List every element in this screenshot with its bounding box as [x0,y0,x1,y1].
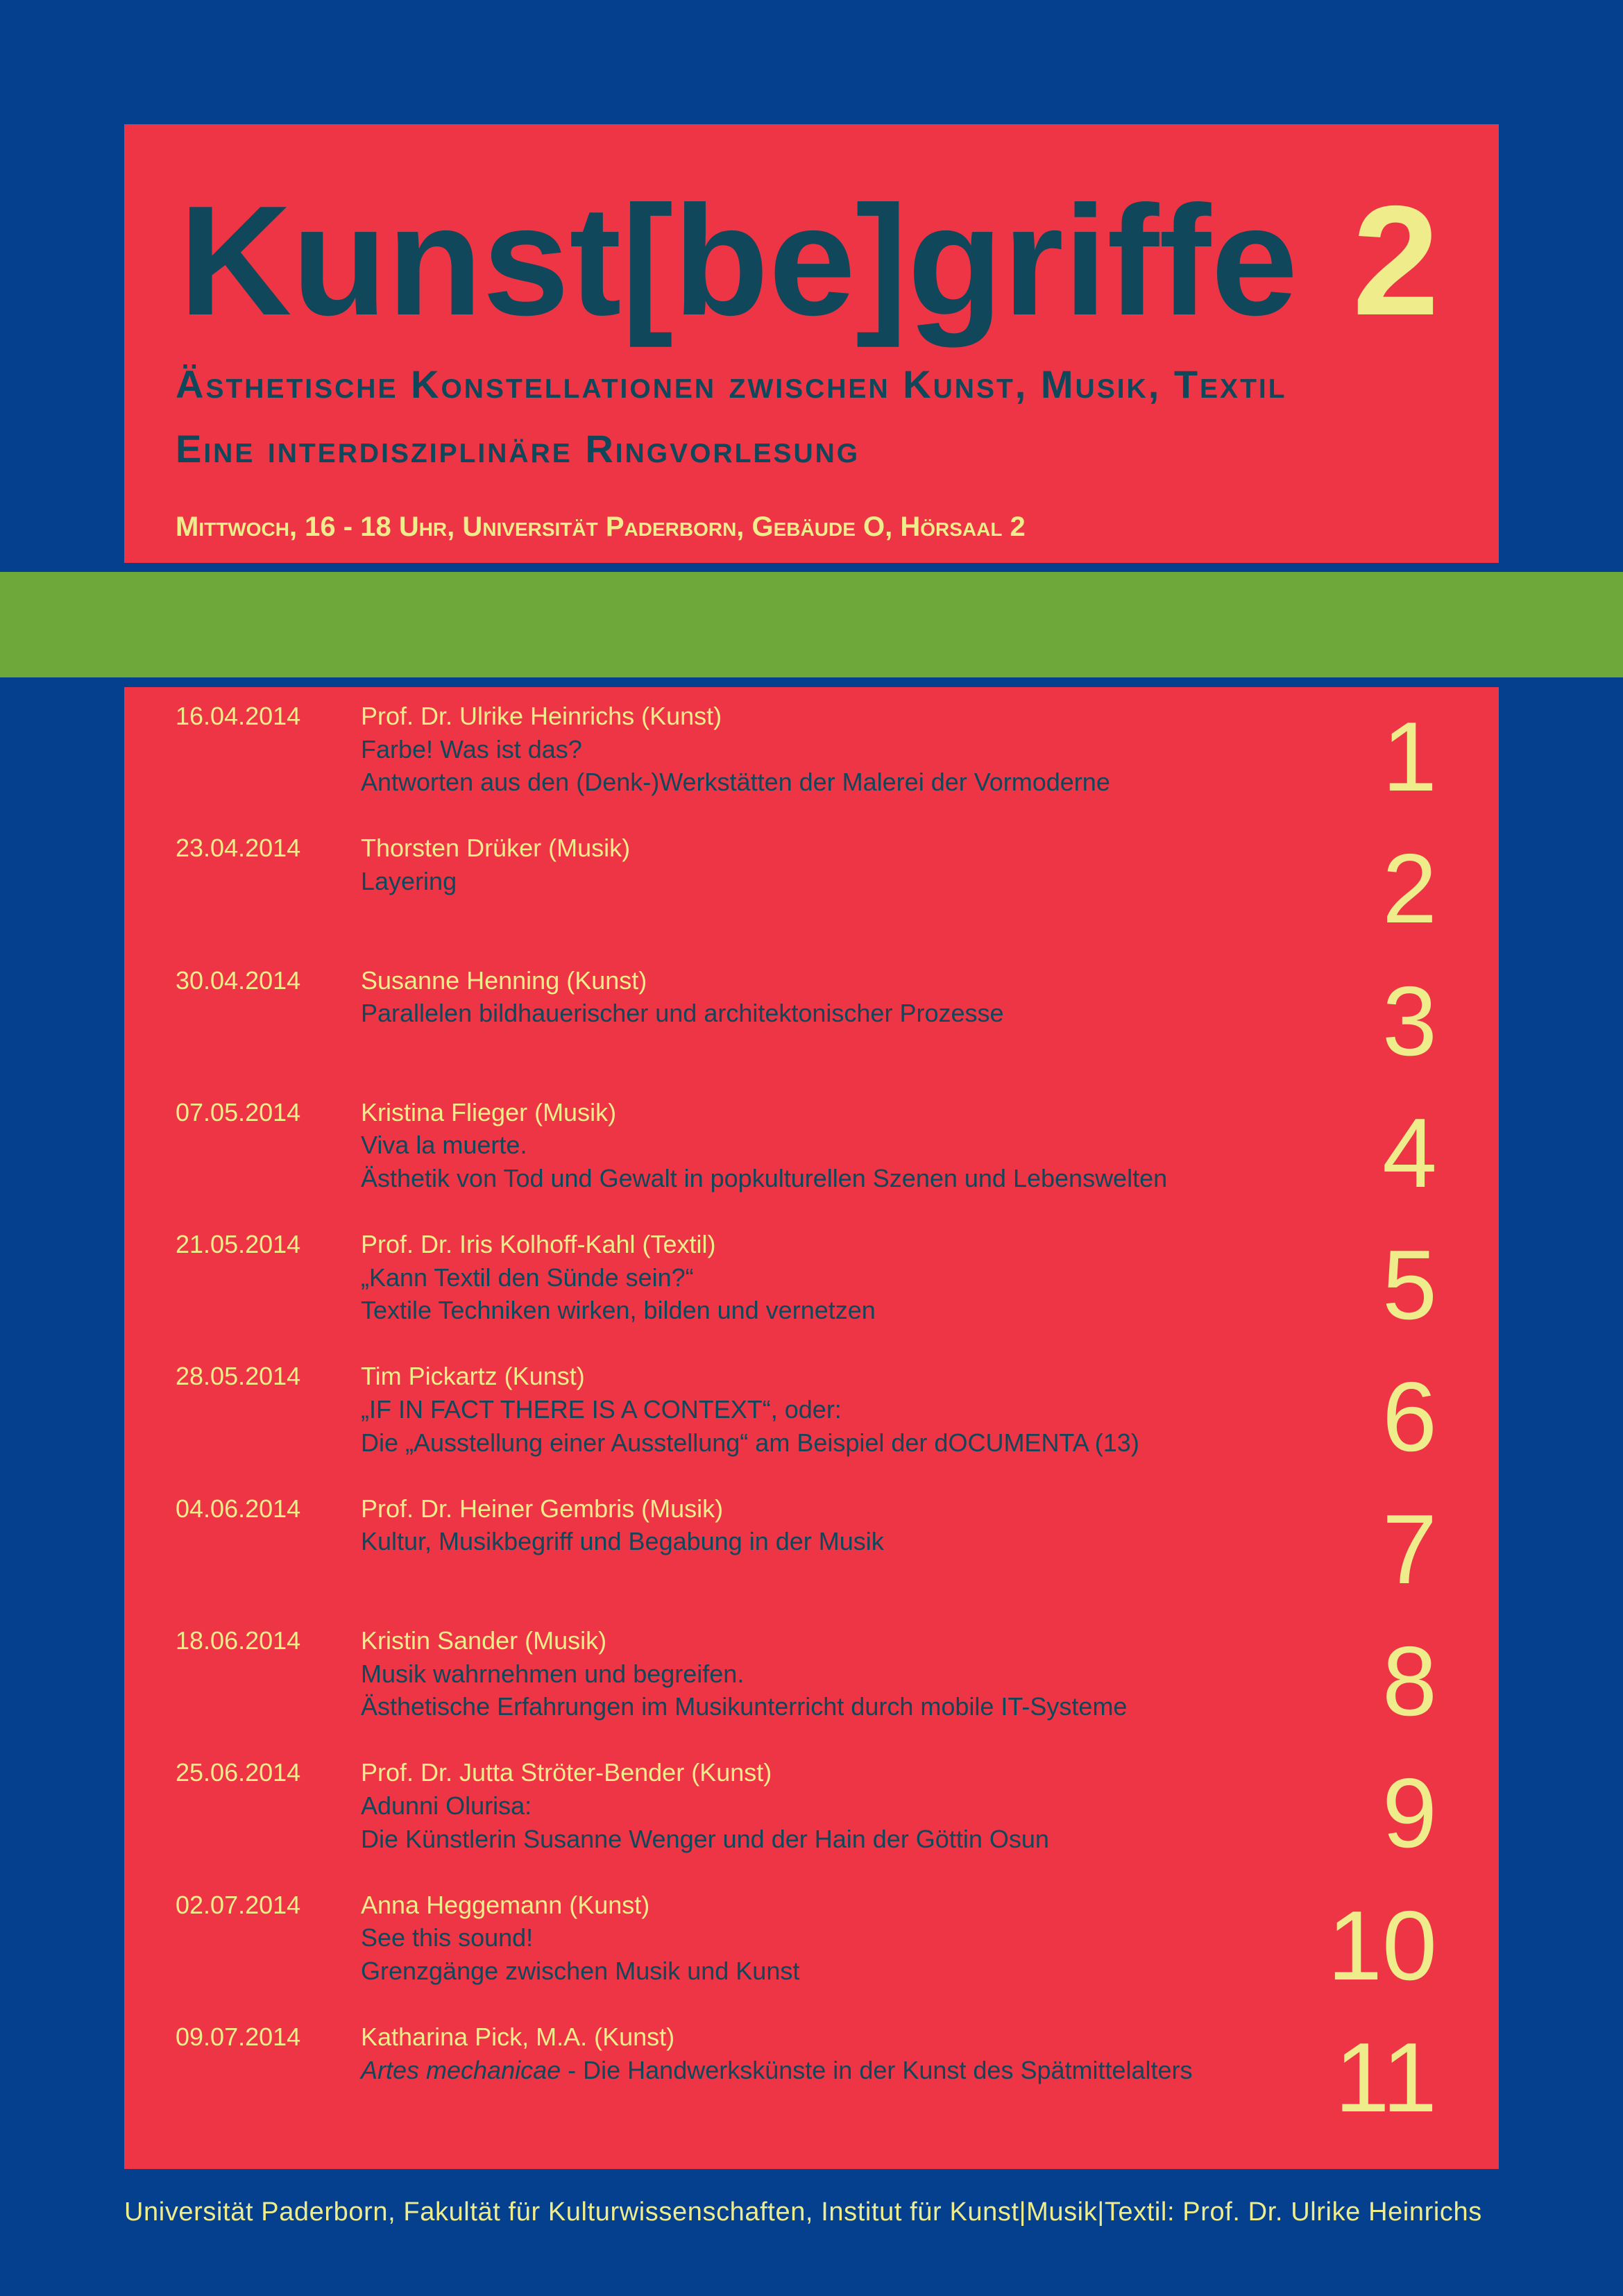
lecture-details [361,964,1004,1030]
lecture-speaker: Katharina Pick, M.A. (Kunst) [361,2022,675,2051]
lecture-number: 6 [1382,1362,1437,1473]
lecture-speaker: Susanne Henning (Kunst) [361,965,647,995]
lecture-title-line: Parallelen bildhauerischer und architektonischer Prozesse [361,999,1004,1028]
lecture-speaker: Anna Heggemann (Kunst) [361,1890,650,1919]
lecture-number: 5 [1382,1230,1437,1341]
lecture-entry-9 [176,1756,1437,1888]
lecture-number: 7 [1382,1494,1437,1605]
lecture-number: 1 [1382,702,1437,812]
lecture-title-line: Ästhetik von Tod und Gewalt in popkulturellen Szenen und Lebenswelten [361,1164,1168,1193]
lecture-date: 16.04.2014 [176,702,301,730]
lecture-title-line: Die Künstlerin Susanne Wenger und der Hain der Göttin Osun [361,1824,1049,1853]
schedule-info: Mittwoch, 16 - 18 Uhr, Universität Paderborn, Gebäude O, Hörsaal 2 [176,512,1026,542]
lecture-title-line: Grenzgänge zwischen Musik und Kunst [361,1956,800,1985]
lecture-entry-3 [176,964,1437,1096]
lecture-speaker: Prof. Dr. Jutta Ströter-Bender (Kunst) [361,1758,772,1787]
lecture-title-line: See this sound! [361,1923,534,1952]
lecture-details [361,1624,1127,1723]
lecture-details [361,1756,1049,1855]
lecture-date: 30.04.2014 [176,965,301,995]
lecture-title-line: Adunni Olurisa: [361,1791,532,1820]
lecture-speaker: Prof. Dr. Ulrike Heinrichs (Kunst) [361,702,722,730]
lecture-title-line: Viva la muerte. [361,1131,527,1160]
lecture-speaker: Prof. Dr. Iris Kolhoff-Kahl (Textil) [361,1230,716,1259]
lecture-date: 21.05.2014 [176,1230,301,1259]
accent-band [0,572,1623,677]
lecture-number: 4 [1382,1097,1437,1208]
lecture-entry-4 [176,1096,1437,1228]
lecture-speaker: Kristina Flieger (Musik) [361,1097,617,1126]
series-label: Eine interdisziplinäre Ringvorlesung [176,427,860,471]
lecture-title-line: Ästhetische Erfahrungen im Musikunterricht durch mobile IT-Systeme [361,1692,1128,1721]
lecture-number: 11 [1334,2022,1437,2133]
lecture-number: 3 [1382,965,1437,1077]
lecture-date: 18.06.2014 [176,1626,301,1655]
lecture-details [361,1360,1139,1459]
lecture-title-line: Textile Techniken wirken, bilden und vernetzen [361,1296,876,1325]
lecture-title-line: „IF IN FACT THERE IS A CONTEXT“, oder: [361,1395,842,1424]
lecture-title-line: Antworten aus den (Denk-)Werkstätten der Malerei der Vormoderne [361,768,1110,797]
lecture-entry-5 [176,1228,1437,1360]
lecture-number: 9 [1382,1758,1437,1869]
lecture-title-line: Farbe! Was ist das? [361,734,582,763]
lecture-details [361,2020,1193,2086]
lecture-title-line [361,2054,1193,2087]
lecture-title-line: Layering [361,866,457,895]
lecture-title-line: Die „Ausstellung einer Ausstellung“ am Beispiel der dOCUMENTA (13) [361,1428,1139,1457]
lecture-title-italic: Artes mechanicae [361,2055,561,2084]
lecture-details [361,1492,884,1558]
lecture-details [361,832,630,897]
lecture-speaker: Prof. Dr. Heiner Gembris (Musik) [361,1494,724,1523]
lecture-entry-2 [176,832,1437,963]
lecture-details [361,1096,1167,1195]
lecture-title-rest: - Die Handwerkskünste in der Kunst des Spätmittelalters [561,2055,1193,2084]
lecture-number: 2 [1382,834,1437,945]
lecture-number: 10 [1327,1890,1437,2001]
lecture-date: 09.07.2014 [176,2022,301,2051]
lecture-date: 02.07.2014 [176,1890,301,1919]
lecture-details [361,1228,876,1327]
lecture-number: 8 [1382,1626,1437,1737]
lecture-details [361,700,1110,799]
poster-title-number: 2 [1352,173,1440,348]
lecture-title-line: „Kann Textil den Sünde sein?“ [361,1263,694,1292]
lecture-date: 04.06.2014 [176,1494,301,1523]
lecture-date: 07.05.2014 [176,1097,301,1126]
lecture-speaker: Tim Pickartz (Kunst) [361,1362,585,1391]
poster-subtitle: Ästhetische Konstellationen zwischen Kunst, Musik, Textil [176,362,1287,406]
lecture-date: 23.04.2014 [176,834,301,863]
lecture-title-line: Kultur, Musikbegriff und Begabung in der Musik [361,1527,884,1556]
lecture-entry-7 [176,1492,1437,1624]
lecture-entry-11 [176,2020,1437,2152]
lecture-entry-6 [176,1360,1437,1492]
lecture-entry-10 [176,1889,1437,2020]
lecture-title-line: Musik wahrnehmen und begreifen. [361,1659,745,1688]
lecture-date: 28.05.2014 [176,1362,301,1391]
poster-title: Kunst[be]griffe [179,173,1298,348]
footer-credit: Universität Paderborn, Fakultät für Kulturwissenschaften, Institut für Kunst|Musik|Textil: Prof. Dr. Ulrike Heinrichs [124,2197,1482,2227]
lecture-entry-1 [176,700,1437,832]
lecture-entry-8 [176,1624,1437,1756]
lecture-speaker: Kristin Sander (Musik) [361,1626,607,1655]
lecture-details [361,1889,799,1988]
lecture-list [176,700,1437,2152]
lecture-speaker: Thorsten Drüker (Musik) [361,834,631,863]
lecture-date: 25.06.2014 [176,1758,301,1787]
